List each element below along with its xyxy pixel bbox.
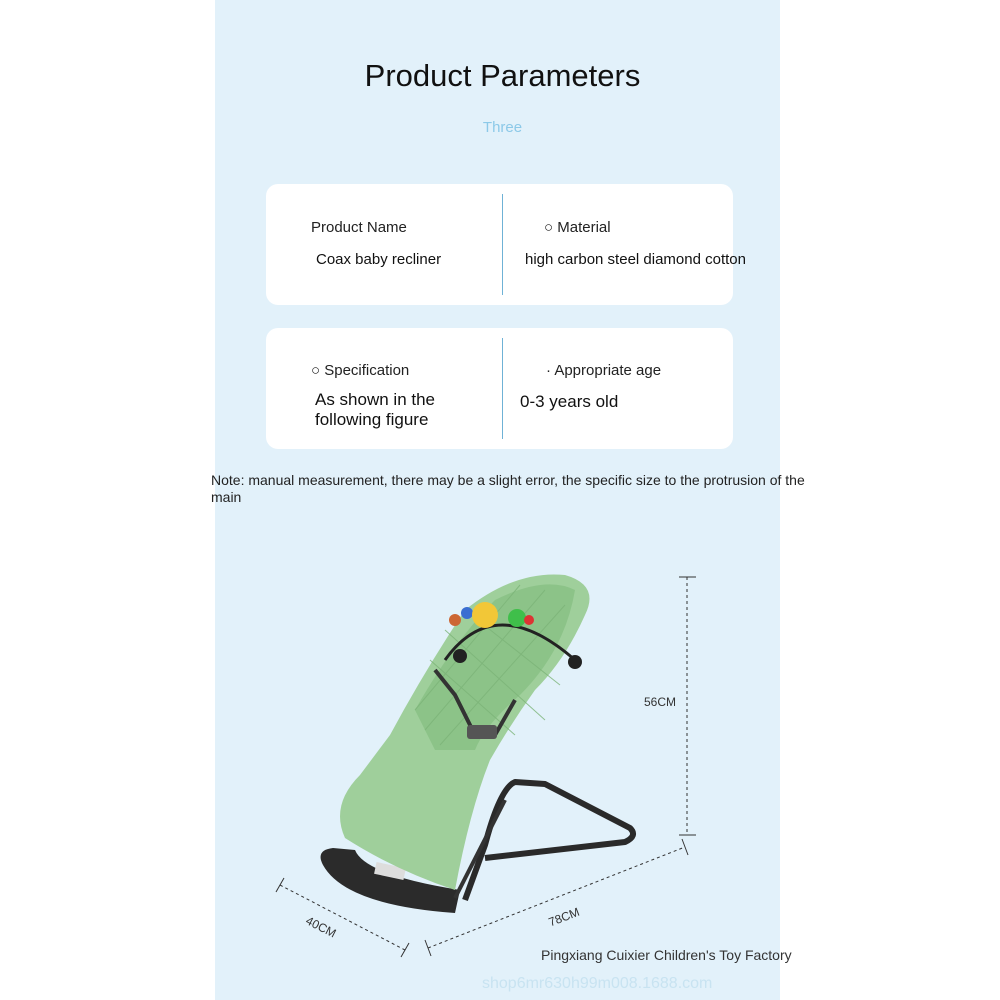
card-divider	[502, 338, 503, 439]
height-label: 56CM	[644, 695, 677, 709]
toy-bar-clip-right	[568, 655, 582, 669]
product-name-label: Product Name	[311, 219, 407, 236]
params-card-2	[266, 328, 733, 449]
params-card-1	[266, 184, 746, 305]
width-label: 40CM	[303, 913, 339, 941]
page-subtitle: Three	[482, 119, 523, 136]
specification-value: As shown in the following figure	[315, 390, 436, 429]
toy-sun-face	[472, 602, 498, 628]
material-value: high carbon steel diamond cotton	[525, 251, 746, 268]
baby-recliner-image	[215, 520, 715, 980]
toy-bead	[461, 607, 473, 619]
toy-bead	[508, 609, 526, 627]
material-label: ○ Material	[544, 219, 611, 236]
age-value: 0-3 years old	[520, 392, 619, 411]
product-name-value: Coax baby recliner	[316, 251, 442, 268]
shop-watermark: shop6mr630h99m008.1688.com	[482, 975, 713, 992]
toy-bead	[449, 614, 461, 626]
page-title: Product Parameters	[364, 58, 641, 93]
age-label: · Appropriate age	[546, 362, 662, 379]
factory-name: Pingxiang Cuixier Children's Toy Factory	[541, 947, 792, 963]
card-divider	[502, 194, 503, 295]
measurement-note: Note: manual measurement, there may be a slight error, the specific size to the protrusion of the main	[211, 472, 805, 505]
harness-buckle	[467, 725, 497, 739]
metal-frame	[465, 782, 633, 900]
toy-bead	[524, 615, 534, 625]
toy-bar-clip-left	[453, 649, 467, 663]
specification-label: ○ Specification	[311, 362, 410, 379]
length-label: 78CM	[546, 904, 582, 930]
height-dimension-line	[679, 577, 696, 835]
